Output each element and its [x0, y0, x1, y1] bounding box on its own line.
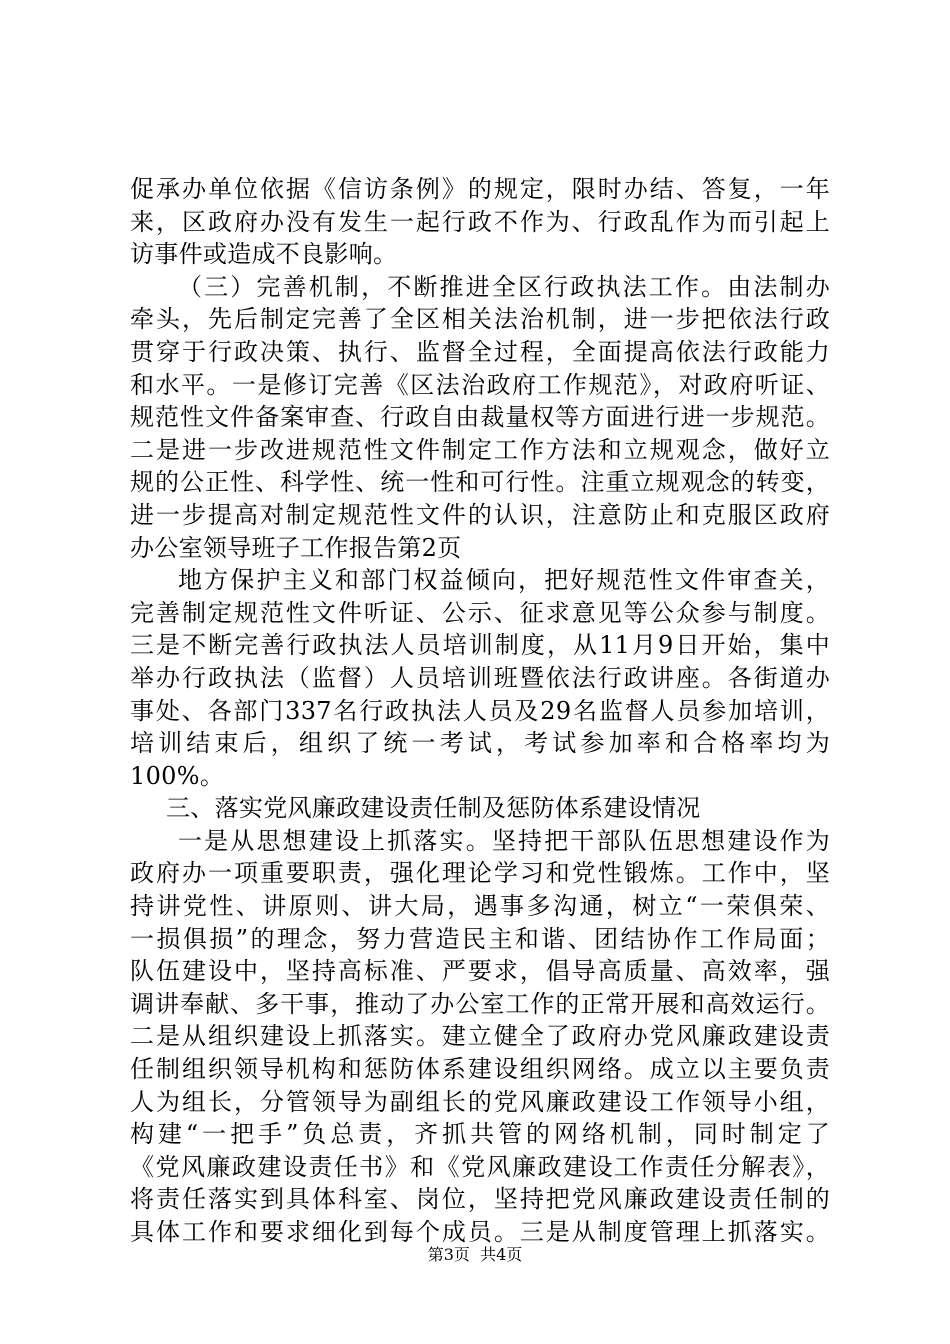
text-line: 具体工作和要求细化到每个成员。三是从制度管理上抓落实。 [130, 1218, 830, 1246]
text-line: 办公室领导班子工作报告第2页 [130, 533, 462, 562]
text-line: 人为组长，分管领导为副组长的党风廉政建设工作领导小组， [130, 1087, 830, 1116]
text-line: 任制组织领导机构和惩防体系建设组织网络。成立以主要负责 [130, 1055, 830, 1084]
text-line: 持讲党性、讲原则、讲大局，遇事多沟通，树立“一荣俱荣、 [130, 892, 830, 921]
text-line: 二是进一步改进规范性文件制定工作方法和立规观念，做好立 [130, 435, 830, 464]
text-line: 政府办一项重要职责，强化理论学习和党性锻炼。工作中，坚 [130, 859, 830, 888]
paragraph-start-line: 地方保护主义和部门权益倾向，把好规范性文件审查关， [178, 566, 830, 595]
text-line: 队伍建设中，坚持高标准、严要求，倡导高质量、高效率，强 [130, 957, 830, 986]
text-line: 完善制定规范性文件听证、公示、征求意见等公众参与制度。 [130, 598, 830, 627]
text-line: 调讲奉献、多干事，推动了办公室工作的正常开展和高效运行。 [130, 989, 830, 1018]
page-footer: 第3页 共4页 [427, 1245, 523, 1264]
text-line: 贯穿于行政决策、执行、监督全过程，全面提高依法行政能力 [130, 337, 830, 366]
text-line: 进一步提高对制定规范性文件的认识，注意防止和克服区政府 [130, 500, 830, 529]
text-line: 促承办单位依据《信访条例》的规定，限时办结、答复，一年 [130, 175, 830, 203]
document-body [130, 173, 830, 1249]
text-line: 培训结束后，组织了统一考试，考试参加率和合格率均为 [130, 729, 830, 758]
text-line: 规的公正性、科学性、统一性和可行性。注重立规观念的转变， [130, 468, 830, 497]
section-heading-line: （三）完善机制，不断推进全区行政执法工作。由法制办 [178, 272, 830, 301]
text-line: 三是不断完善行政执法人员培训制度，从11月9日开始，集中 [130, 631, 830, 660]
text-line: 规范性文件备案审查、行政自由裁量权等方面进行进一步规范。 [130, 403, 830, 432]
text-line: 事处、各部门337名行政执法人员及29名监督人员参加培训， [130, 696, 830, 725]
section-heading: 三、落实党风廉政建设责任制及惩防体系建设情况 [166, 794, 701, 823]
text-line: 举办行政执法（监督）人员培训班暨依法行政讲座。各街道办 [130, 663, 830, 692]
text-line: 100%。 [130, 761, 225, 790]
text-line: 《党风廉政建设责任书》和《党风廉政建设工作责任分解表》， [130, 1152, 830, 1181]
text-line: 二是从组织建设上抓落实。建立健全了政府办党风廉政建设责 [130, 1022, 830, 1051]
text-line: 一损俱损”的理念，努力营造民主和谐、团结协作工作局面； [130, 924, 830, 953]
text-line: 构建“一把手”负总责，齐抓共管的网络机制，同时制定了 [130, 1120, 830, 1149]
text-line: 将责任落实到具体科室、岗位，坚持把党风廉政建设责任制的 [130, 1185, 830, 1214]
text-line: 和水平。一是修订完善《区法治政府工作规范》，对政府听证、 [130, 370, 830, 399]
text-line: 来，区政府办没有发生一起行政不作为、行政乱作为而引起上 [130, 207, 830, 236]
text-line: 牵头，先后制定完善了全区相关法治机制，进一步把依法行政 [130, 305, 830, 334]
text-line: 访事件或造成不良影响。 [130, 240, 398, 269]
paragraph-start-line: 一是从思想建设上抓落实。坚持把干部队伍思想建设作为 [178, 826, 830, 855]
